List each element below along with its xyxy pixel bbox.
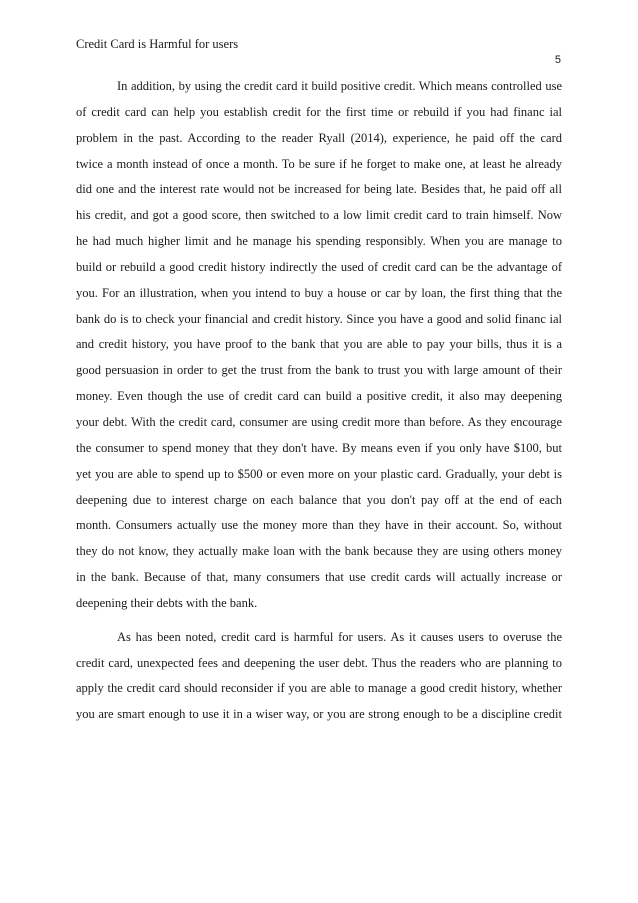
text-line: deepening their debts with the bank. — [76, 595, 258, 610]
text-line: did one and the interest rate would not be increased for being late. Besides that, he paid off all — [76, 182, 562, 197]
paragraph-1 — [76, 78, 562, 621]
text-line: good persuasion in order to get the trust from the bank to trust you with large amount of their — [76, 363, 562, 378]
text-line: yet you are able to spend up to $500 or even more on your plastic card. Gradually, your debt is — [76, 466, 562, 481]
text-line: problem in the past. According to the reader Ryall (2014), experience, he paid off the card — [76, 130, 562, 145]
text-line: you. For an illustration, when you intend to buy a house or car by loan, the first thing that the — [76, 285, 562, 300]
text-line: month. Consumers actually use the money more than they have in their account. So, without — [76, 518, 562, 533]
text-line: he had much higher limit and he manage his spending responsibly. When you are manage to — [76, 234, 562, 249]
text-line: apply the credit card should reconsider if you are able to manage a good credit history, whether — [76, 681, 562, 696]
paragraph-2 — [76, 629, 562, 732]
text-line: credit card, unexpected fees and deepening the user debt. Thus the readers who are planning to — [76, 655, 562, 670]
text-line: As has been noted, credit card is harmful for users. As it causes users to overuse the — [117, 629, 562, 644]
text-line: bank do is to check your financial and credit history. Since you have a good and solid financ ial — [76, 311, 562, 326]
text-line: you are smart enough to use it in a wiser way, or you are strong enough to be a discipline credit — [76, 707, 562, 722]
text-line: his credit, and got a good score, then switched to a low limit credit card to train himself. Now — [76, 208, 562, 223]
document-body — [76, 78, 562, 732]
text-line: your debt. With the credit card, consumer are using credit more than before. As they encourage — [76, 414, 562, 429]
text-line: and credit history, you have proof to the bank that you are able to pay your bills, thus it is a — [76, 337, 562, 352]
text-line: money. Even though the use of credit card can build a positive credit, it also may deepening — [76, 389, 562, 404]
text-line: the consumer to spend money that they don't have. By means even if you only have $100, but — [76, 440, 562, 455]
text-line: deepening due to interest charge on each balance that you don't pay off at the end of each — [76, 492, 562, 507]
page-number: 5 — [554, 54, 561, 66]
paragraph-spacer — [76, 621, 562, 629]
text-line: twice a month instead of once a month. To be sure if he forget to make one, at least he already — [76, 156, 562, 171]
running-header: Credit Card is Harmful for users — [76, 37, 239, 51]
text-line: build or rebuild a good credit history indirectly the used of credit card can be the advantage of — [76, 259, 562, 274]
text-line: in the bank. Because of that, many consumers that use credit cards will actually increase or — [76, 570, 562, 585]
text-line: of credit card can help you establish credit for the first time or rebuild if you had financ ial — [76, 104, 562, 119]
text-line: they do not know, they actually make loan with the bank because they are using others money — [76, 544, 562, 559]
text-line: In addition, by using the credit card it build positive credit. Which means controlled use — [117, 79, 562, 93]
